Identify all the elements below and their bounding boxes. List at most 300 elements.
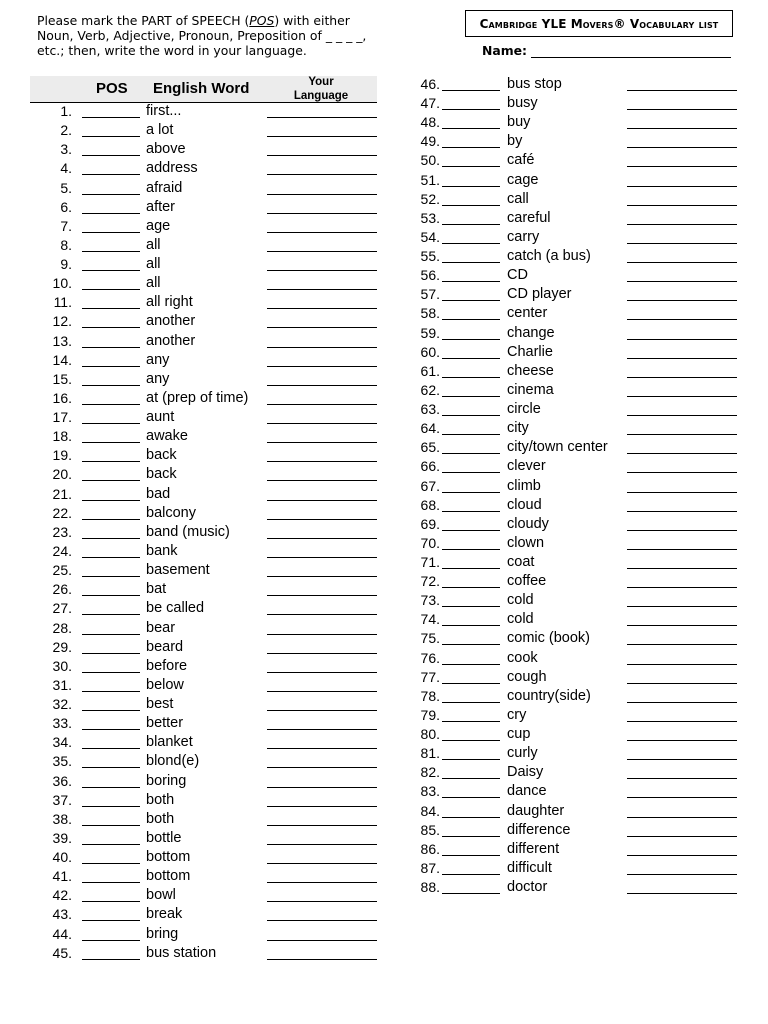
english-word: call [507, 191, 529, 207]
english-word: cry [507, 707, 527, 723]
english-word: cage [507, 172, 539, 188]
vocab-number: 54. [420, 229, 440, 245]
translation-blank[interactable] [627, 319, 737, 320]
english-word: center [507, 305, 548, 321]
vocab-number: 7. [60, 218, 72, 234]
translation-blank[interactable] [627, 721, 737, 722]
translation-blank[interactable] [627, 511, 737, 512]
english-word: cup [507, 726, 531, 742]
vocab-row [0, 840, 768, 859]
english-word: a lot [146, 122, 174, 138]
english-word: cinema [507, 382, 554, 398]
vocab-row [0, 763, 768, 782]
english-word: coat [507, 554, 535, 570]
vocab-row [0, 190, 768, 209]
translation-blank[interactable] [627, 472, 737, 473]
translation-blank[interactable] [627, 778, 737, 779]
pos-blank[interactable] [442, 434, 500, 435]
translation-blank[interactable] [627, 492, 737, 493]
pos-blank[interactable] [442, 721, 500, 722]
vocab-number: 82. [420, 764, 440, 780]
english-word: at (prep of time) [146, 390, 249, 406]
translation-blank[interactable] [627, 587, 737, 588]
translation-blank[interactable] [627, 530, 737, 531]
vocab-row [0, 496, 768, 515]
pos-blank[interactable] [442, 511, 500, 512]
english-word: bus station [146, 945, 217, 961]
vocab-row [0, 821, 768, 840]
vocab-row [0, 649, 768, 668]
vocab-row [0, 94, 768, 113]
vocab-number: 50. [420, 152, 440, 168]
vocab-number: 43. [52, 906, 72, 922]
translation-blank[interactable] [627, 396, 737, 397]
english-word: CD [507, 267, 528, 283]
vocab-number: 44. [52, 926, 72, 942]
pos-blank[interactable] [442, 587, 500, 588]
english-word: afraid [146, 180, 183, 196]
translation-blank[interactable] [627, 90, 737, 91]
pos-blank[interactable] [82, 901, 140, 902]
translation-blank[interactable] [627, 549, 737, 550]
pos-blank[interactable] [442, 109, 500, 110]
english-word: comic (book) [507, 630, 590, 646]
translation-blank[interactable] [627, 147, 737, 148]
pos-blank[interactable] [442, 855, 500, 856]
worksheet-title: Cambridge YLE Movers® Vocabulary list [465, 10, 733, 37]
english-word: café [507, 152, 535, 168]
vocab-row [0, 859, 768, 878]
translation-blank[interactable] [627, 186, 737, 187]
vocab-number: 58. [420, 305, 440, 321]
instructions-line-2: Noun, Verb, Adjective, Pronoun, Preposition of _ _ _ _, [37, 28, 367, 43]
pos-blank[interactable] [442, 453, 500, 454]
pos-blank[interactable] [442, 778, 500, 779]
english-word: change [507, 325, 555, 341]
english-word: back [146, 466, 177, 482]
vocab-number: 16. [52, 390, 72, 406]
english-word: back [146, 447, 177, 463]
pos-blank[interactable] [442, 759, 500, 760]
translation-blank[interactable] [267, 920, 377, 921]
english-word: busy [507, 95, 538, 111]
pos-blank[interactable] [442, 300, 500, 301]
english-word: address [146, 160, 198, 176]
vocab-number: 32. [52, 696, 72, 712]
vocab-number: 80. [420, 726, 440, 742]
vocab-row [0, 782, 768, 801]
pos-blank[interactable] [442, 166, 500, 167]
vocab-row [0, 591, 768, 610]
vocab-row [0, 324, 768, 343]
vocab-number: 68. [420, 497, 440, 513]
vocab-number: 48. [420, 114, 440, 130]
translation-blank[interactable] [267, 959, 377, 960]
vocab-number: 71. [420, 554, 440, 570]
translation-blank[interactable] [627, 606, 737, 607]
vocab-number: 9. [60, 256, 72, 272]
english-word: bad [146, 486, 171, 502]
english-word: bottom [146, 849, 191, 865]
instructions [37, 13, 377, 58]
pos-blank[interactable] [442, 530, 500, 531]
vocab-number: 10. [52, 275, 72, 291]
english-word: difference [507, 822, 571, 838]
vocab-number: 35. [52, 753, 72, 769]
pos-blank[interactable] [442, 874, 500, 875]
english-word: above [146, 141, 186, 157]
pos-blank[interactable] [442, 740, 500, 741]
english-word: another [146, 313, 196, 329]
english-word: doctor [507, 879, 548, 895]
translation-blank[interactable] [267, 940, 377, 941]
vocab-number: 40. [52, 849, 72, 865]
vocab-number: 34. [52, 734, 72, 750]
pos-blank[interactable] [442, 415, 500, 416]
pos-blank[interactable] [442, 836, 500, 837]
vocab-number: 59. [420, 325, 440, 341]
pos-blank[interactable] [442, 377, 500, 378]
english-word: careful [507, 210, 551, 226]
english-word: better [146, 715, 184, 731]
pos-blank[interactable] [442, 339, 500, 340]
translation-blank[interactable] [627, 128, 737, 129]
pos-blank[interactable] [442, 243, 500, 244]
translation-blank[interactable] [627, 453, 737, 454]
vocab-row [0, 266, 768, 285]
translation-blank[interactable] [627, 683, 737, 684]
pos-blank[interactable] [442, 205, 500, 206]
translation-blank[interactable] [627, 109, 737, 110]
english-word: country(side) [507, 688, 591, 704]
translation-blank[interactable] [627, 243, 737, 244]
vocab-number: 70. [420, 535, 440, 551]
translation-blank[interactable] [627, 568, 737, 569]
translation-blank[interactable] [627, 377, 737, 378]
pos-blank[interactable] [442, 702, 500, 703]
pos-blank[interactable] [442, 224, 500, 225]
vocab-number: 88. [420, 879, 440, 895]
english-word: after [146, 199, 176, 215]
vocab-number: 55. [420, 248, 440, 264]
english-word: CD player [507, 286, 572, 302]
vocab-number: 26. [52, 581, 72, 597]
vocab-number: 29. [52, 639, 72, 655]
header-english-word: English Word [153, 80, 250, 97]
translation-blank[interactable] [627, 836, 737, 837]
pos-blank[interactable] [442, 797, 500, 798]
vocab-number: 1. [60, 103, 72, 119]
translation-blank[interactable] [627, 874, 737, 875]
vocab-number: 8. [60, 237, 72, 253]
pos-blank[interactable] [442, 358, 500, 359]
english-word: break [146, 906, 183, 922]
pos-blank[interactable] [442, 492, 500, 493]
pos-blank[interactable] [442, 472, 500, 473]
vocab-number: 86. [420, 841, 440, 857]
vocab-number: 83. [420, 783, 440, 799]
english-word: bottle [146, 830, 182, 846]
vocab-row [0, 905, 768, 924]
vocab-number: 66. [420, 458, 440, 474]
header-your-language: Your Language [293, 76, 349, 102]
vocab-number: 51. [420, 172, 440, 188]
english-word: best [146, 696, 174, 712]
vocab-number: 19. [52, 447, 72, 463]
english-word: dance [507, 783, 547, 799]
vocab-number: 5. [60, 180, 72, 196]
translation-blank[interactable] [627, 358, 737, 359]
english-word: boring [146, 773, 187, 789]
vocab-number: 87. [420, 860, 440, 876]
vocab-row [0, 878, 768, 897]
vocab-number: 74. [420, 611, 440, 627]
vocab-row [0, 802, 768, 821]
pos-emphasis: POS [249, 13, 275, 28]
english-word: coffee [507, 573, 547, 589]
vocab-number: 37. [52, 792, 72, 808]
vocab-number: 38. [52, 811, 72, 827]
vocab-number: 75. [420, 630, 440, 646]
english-word: any [146, 352, 170, 368]
translation-blank[interactable] [627, 224, 737, 225]
vocab-number: 15. [52, 371, 72, 387]
vocab-number: 6. [60, 199, 72, 215]
english-word: aunt [146, 409, 175, 425]
english-word: bat [146, 581, 167, 597]
vocab-row [0, 744, 768, 763]
vocab-number: 11. [53, 294, 72, 310]
vocab-row [0, 534, 768, 553]
english-word: cold [507, 592, 534, 608]
vocab-number: 60. [420, 344, 440, 360]
vocab-number: 2. [60, 122, 72, 138]
vocab-number: 23. [52, 524, 72, 540]
english-word: bus stop [507, 76, 562, 92]
vocab-number: 49. [420, 133, 440, 149]
english-word: basement [146, 562, 210, 578]
vocab-number: 39. [52, 830, 72, 846]
translation-blank[interactable] [627, 702, 737, 703]
translation-blank[interactable] [627, 797, 737, 798]
english-word: all [146, 275, 161, 291]
vocab-row [0, 668, 768, 687]
english-word: curly [507, 745, 538, 761]
pos-blank[interactable] [82, 920, 140, 921]
vocab-number: 30. [52, 658, 72, 674]
translation-blank[interactable] [627, 281, 737, 282]
translation-blank[interactable] [627, 664, 737, 665]
translation-blank[interactable] [627, 625, 737, 626]
english-word: city [507, 420, 529, 436]
pos-blank[interactable] [442, 281, 500, 282]
vocab-number: 28. [52, 620, 72, 636]
english-word: city/town center [507, 439, 608, 455]
vocab-number: 47. [420, 95, 440, 111]
english-word: difficult [507, 860, 552, 876]
pos-blank[interactable] [442, 262, 500, 263]
vocab-row [0, 304, 768, 323]
english-word: before [146, 658, 188, 674]
vocab-number: 33. [52, 715, 72, 731]
translation-blank[interactable] [627, 415, 737, 416]
pos-blank[interactable] [82, 959, 140, 960]
vocab-row [0, 725, 768, 744]
translation-blank[interactable] [627, 893, 737, 894]
vocab-number: 25. [52, 562, 72, 578]
vocab-row [0, 925, 768, 944]
vocab-row [0, 572, 768, 591]
vocab-row [0, 362, 768, 381]
name-label: Name: [482, 43, 528, 58]
translation-blank[interactable] [627, 759, 737, 760]
english-word: another [146, 333, 196, 349]
vocab-row [0, 171, 768, 190]
english-word: Daisy [507, 764, 544, 780]
instructions-line-1: Please mark the PART of SPEECH (POS) with either [37, 13, 350, 28]
english-word: circle [507, 401, 541, 417]
translation-blank[interactable] [627, 855, 737, 856]
vocab-number: 22. [52, 505, 72, 521]
pos-blank[interactable] [442, 549, 500, 550]
vocab-number: 69. [420, 516, 440, 532]
pos-blank[interactable] [442, 186, 500, 187]
english-word: bowl [146, 887, 176, 903]
vocab-number: 21. [52, 486, 72, 502]
vocab-row [0, 438, 768, 457]
english-word: carry [507, 229, 540, 245]
english-word: Charlie [507, 344, 553, 360]
english-word: both [146, 792, 175, 808]
name-blank[interactable] [531, 44, 731, 58]
pos-blank[interactable] [82, 940, 140, 941]
vocab-number: 78. [420, 688, 440, 704]
vocab-number: 12. [52, 313, 72, 329]
vocab-number: 64. [420, 420, 440, 436]
pos-blank[interactable] [442, 319, 500, 320]
vocab-row [0, 209, 768, 228]
vocab-number: 76. [420, 650, 440, 666]
translation-blank[interactable] [627, 300, 737, 301]
english-word: balcony [146, 505, 196, 521]
vocab-number: 63. [420, 401, 440, 417]
english-word: clever [507, 458, 546, 474]
translation-blank[interactable] [627, 817, 737, 818]
translation-blank[interactable] [627, 644, 737, 645]
english-word: both [146, 811, 175, 827]
pos-blank[interactable] [442, 568, 500, 569]
english-word: any [146, 371, 170, 387]
english-word: beard [146, 639, 184, 655]
pos-blank[interactable] [442, 128, 500, 129]
vocab-row [0, 151, 768, 170]
pos-blank[interactable] [442, 606, 500, 607]
vocab-number: 65. [420, 439, 440, 455]
english-word: cold [507, 611, 534, 627]
vocab-number: 4. [60, 160, 72, 176]
vocab-number: 20. [52, 466, 72, 482]
translation-blank[interactable] [627, 262, 737, 263]
translation-blank[interactable] [627, 166, 737, 167]
vocab-number: 67. [420, 478, 440, 494]
vocab-number: 57. [420, 286, 440, 302]
english-word: all right [146, 294, 193, 310]
english-word: bottom [146, 868, 191, 884]
vocab-row [0, 706, 768, 725]
vocab-row [0, 132, 768, 151]
vocab-row [0, 113, 768, 132]
english-word: daughter [507, 803, 565, 819]
vocab-row [0, 457, 768, 476]
pos-blank[interactable] [442, 625, 500, 626]
pos-blank[interactable] [442, 683, 500, 684]
translation-blank[interactable] [627, 740, 737, 741]
english-word: all [146, 256, 161, 272]
english-word: cook [507, 650, 538, 666]
vocab-row [0, 515, 768, 534]
english-word: by [507, 133, 523, 149]
vocab-number: 79. [420, 707, 440, 723]
vocab-number: 13. [52, 333, 72, 349]
vocab-row [0, 343, 768, 362]
vocab-number: 42. [52, 887, 72, 903]
vocab-number: 14. [52, 352, 72, 368]
english-word: cloud [507, 497, 542, 513]
vocab-row [0, 419, 768, 438]
vocab-number: 18. [52, 428, 72, 444]
vocab-number: 77. [420, 669, 440, 685]
vocab-number: 73. [420, 592, 440, 608]
pos-blank[interactable] [442, 893, 500, 894]
english-word: all [146, 237, 161, 253]
english-word: clown [507, 535, 545, 551]
pos-blank[interactable] [442, 147, 500, 148]
translation-blank[interactable] [627, 205, 737, 206]
pos-blank[interactable] [442, 90, 500, 91]
vocab-number: 84. [420, 803, 440, 819]
vocab-row [0, 477, 768, 496]
vocab-number: 27. [52, 600, 72, 616]
vocab-number: 52. [420, 191, 440, 207]
vocab-number: 81. [420, 745, 440, 761]
instructions-line-3: etc.; then, write the word in your language. [37, 43, 307, 58]
pos-blank[interactable] [442, 644, 500, 645]
vocab-number: 46. [420, 76, 440, 92]
pos-blank[interactable] [442, 396, 500, 397]
english-word: band (music) [146, 524, 230, 540]
translation-blank[interactable] [627, 339, 737, 340]
english-word: first... [146, 103, 182, 119]
pos-blank[interactable] [442, 817, 500, 818]
vocab-row [0, 610, 768, 629]
vocab-number: 85. [420, 822, 440, 838]
vocab-number: 61. [420, 363, 440, 379]
vocab-number: 17. [52, 409, 72, 425]
vocab-number: 3. [60, 141, 72, 157]
vocab-number: 45. [52, 945, 72, 961]
pos-blank[interactable] [442, 664, 500, 665]
english-word: below [146, 677, 184, 693]
english-word: bear [146, 620, 176, 636]
translation-blank[interactable] [267, 901, 377, 902]
header-pos: POS [96, 80, 128, 97]
vocab-number: 62. [420, 382, 440, 398]
vocab-number: 36. [52, 773, 72, 789]
vocab-row [0, 629, 768, 648]
translation-blank[interactable] [627, 434, 737, 435]
english-word: age [146, 218, 171, 234]
vocab-number: 31. [52, 677, 72, 693]
